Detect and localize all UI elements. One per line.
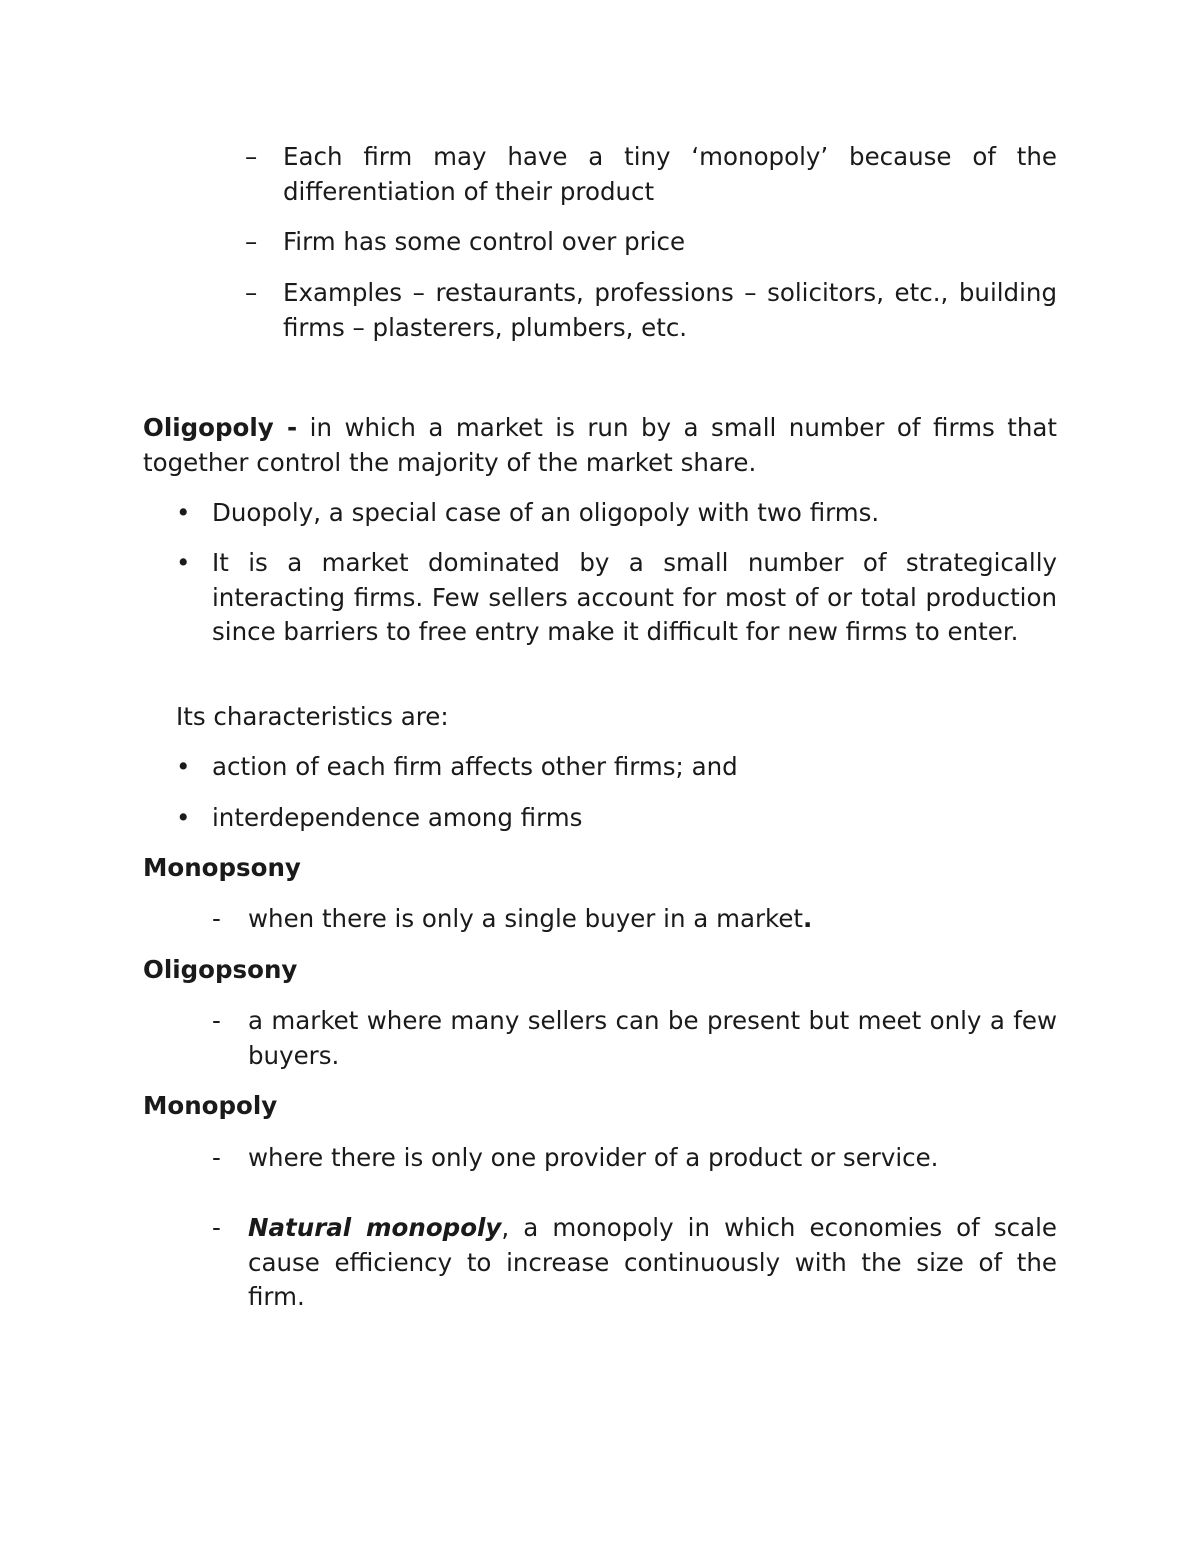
section-heading-monopsony: Monopsony — [143, 853, 301, 882]
bullet-text: It is a market dominated by a small number of strategically interacting firms. Few sellers account for most of or total production since barriers to free entry make it difficult for new firms to enter. — [212, 548, 1057, 646]
section-heading-monopoly: Monopoly — [143, 1091, 278, 1120]
dash-marker: - — [212, 1143, 221, 1172]
dash-marker: - — [212, 904, 221, 933]
dash-marker: – — [245, 227, 258, 256]
dash-item-text: where there is only one provider of a product or service. — [248, 1143, 939, 1172]
oligopoly-definition — [143, 411, 1057, 480]
characteristics-intro: Its characteristics are: — [176, 702, 449, 731]
dash-item-text — [248, 1211, 1057, 1315]
list-item-text: Examples – restaurants, professions – solicitors, etc., building firms – plasterers, plumbers, etc. — [283, 278, 1057, 342]
bullet-item — [0, 496, 1057, 531]
monopsony-period: . — [803, 904, 813, 933]
dash-marker: – — [245, 278, 258, 307]
dash-item — [0, 1211, 1057, 1315]
dash-item-text — [248, 902, 1057, 937]
natural-monopoly-term: Natural monopoly — [248, 1213, 502, 1242]
dash-item — [0, 1141, 1057, 1176]
list-item — [0, 276, 1057, 345]
dash-marker: - — [212, 1213, 221, 1242]
bullet-text: Duopoly, a special case of an oligopoly with two firms. — [212, 498, 880, 527]
dash-marker: - — [212, 1006, 221, 1035]
section-heading-oligopsony: Oligopsony — [143, 955, 298, 984]
dash-item-text: a market where many sellers can be present but meet only a few buyers. — [248, 1006, 1057, 1070]
list-item — [0, 225, 1057, 260]
bullet-text: action of each firm affects other firms; and — [212, 752, 738, 781]
bullet-text: interdependence among firms — [212, 803, 583, 832]
bullet-item — [0, 546, 1057, 650]
monopsony-text: when there is only a single buyer in a market — [248, 904, 804, 933]
bullet-marker: • — [176, 752, 191, 781]
dash-item — [0, 1004, 1057, 1073]
bullet-marker: • — [176, 803, 191, 832]
dash-marker: – — [245, 142, 258, 171]
list-item-text: Firm has some control over price — [283, 227, 686, 256]
dash-item — [0, 902, 1057, 937]
natural-monopoly-text: , a monopoly in which economies of scale cause efficiency to increase continuously with the size of the firm. — [248, 1213, 1058, 1311]
bullet-item — [0, 801, 1057, 836]
list-item — [0, 140, 1057, 209]
list-item-text: Each firm may have a tiny ‘monopoly’ because of the differentiation of their product — [283, 142, 1057, 206]
bullet-marker: • — [176, 498, 191, 527]
oligopoly-term: Oligopoly - — [143, 413, 298, 442]
bullet-marker: • — [176, 548, 191, 577]
bullet-item — [0, 750, 1057, 785]
oligopoly-definition-text: in which a market is run by a small number of firms that together control the majority of the market share. — [143, 413, 1057, 477]
